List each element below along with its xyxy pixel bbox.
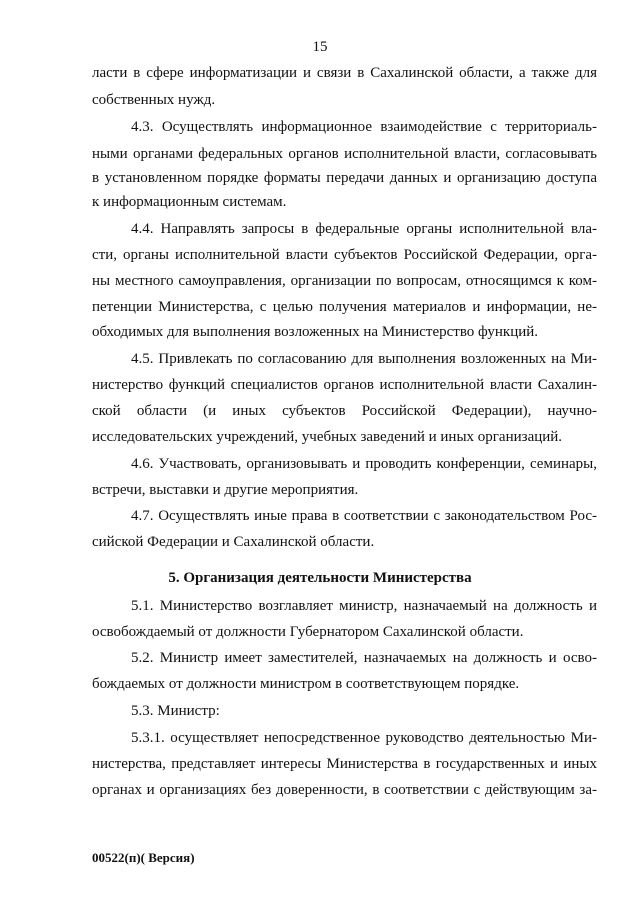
- text-line: 4.5. Привлекать по согласованию для выполнения возложенных на Ми-: [131, 351, 597, 367]
- text-line: органах и организациях без доверенности, в соответствии с действующим за-: [92, 782, 597, 798]
- text-line: исследовательских учреждений, учебных заведений и иных организаций.: [92, 429, 563, 445]
- text-line: 4.4. Направлять запросы в федеральные органы исполнительной вла-: [131, 221, 597, 237]
- text-line: нистерство функций специалистов органов исполнительной власти Сахалин-: [92, 377, 597, 393]
- text-line: сти, органы исполнительной власти субъектов Российской Федерации, орга-: [92, 247, 597, 263]
- text-line: бождаемых от должности министром в соответствующем порядке.: [92, 676, 520, 692]
- text-line: сийской Федерации и Сахалинской области.: [92, 534, 375, 550]
- text-line: ны местного самоуправления, организации по вопросам, относящимся к ком-: [92, 273, 597, 289]
- text-line: обходимых для выполнения возложенных на Министерство функций.: [92, 324, 539, 340]
- text-line: ской области (и иных субъектов Российской Федерации), научно-: [92, 403, 597, 419]
- text-line: 5.3. Министр:: [131, 703, 220, 719]
- section-heading: 5. Организация деятельности Министерства: [168, 570, 472, 586]
- text-line: петенции Министерства, с целью получения материалов и информации, не-: [92, 299, 597, 315]
- text-line: 4.3. Осуществлять информационное взаимодействие с территориаль-: [131, 119, 597, 135]
- text-line: 4.7. Осуществлять иные права в соответствии с законодательством Рос-: [131, 508, 597, 524]
- document-code: 00522(п)( Версия): [92, 850, 195, 865]
- text-line: собственных нужд.: [92, 92, 216, 108]
- text-line: ными органами федеральных органов исполнительной власти, согласовывать: [92, 146, 597, 162]
- text-line: к информационным системам.: [92, 194, 287, 210]
- page-number: 15: [312, 39, 328, 55]
- text-line: в установленном порядке форматы передачи данных и организацию доступа: [92, 170, 597, 186]
- text-line: нистерства, представляет интересы Министерства в государственных и иных: [92, 756, 597, 772]
- text-line: встречи, выставки и другие мероприятия.: [92, 482, 359, 498]
- text-line: освобождаемый от должности Губернатором Сахалинской области.: [92, 624, 524, 640]
- text-line: 4.6. Участвовать, организовывать и проводить конференции, семинары,: [131, 456, 597, 472]
- text-line: 5.3.1. осуществляет непосредственное руководство деятельностью Ми-: [131, 730, 597, 746]
- text-line: 5.1. Министерство возглавляет министр, назначаемый на должность и: [131, 598, 597, 614]
- text-line: 5.2. Министр имеет заместителей, назначаемых на должность и осво-: [131, 650, 597, 666]
- text-line: ласти в сфере информатизации и связи в Сахалинской области, а также для: [92, 65, 597, 81]
